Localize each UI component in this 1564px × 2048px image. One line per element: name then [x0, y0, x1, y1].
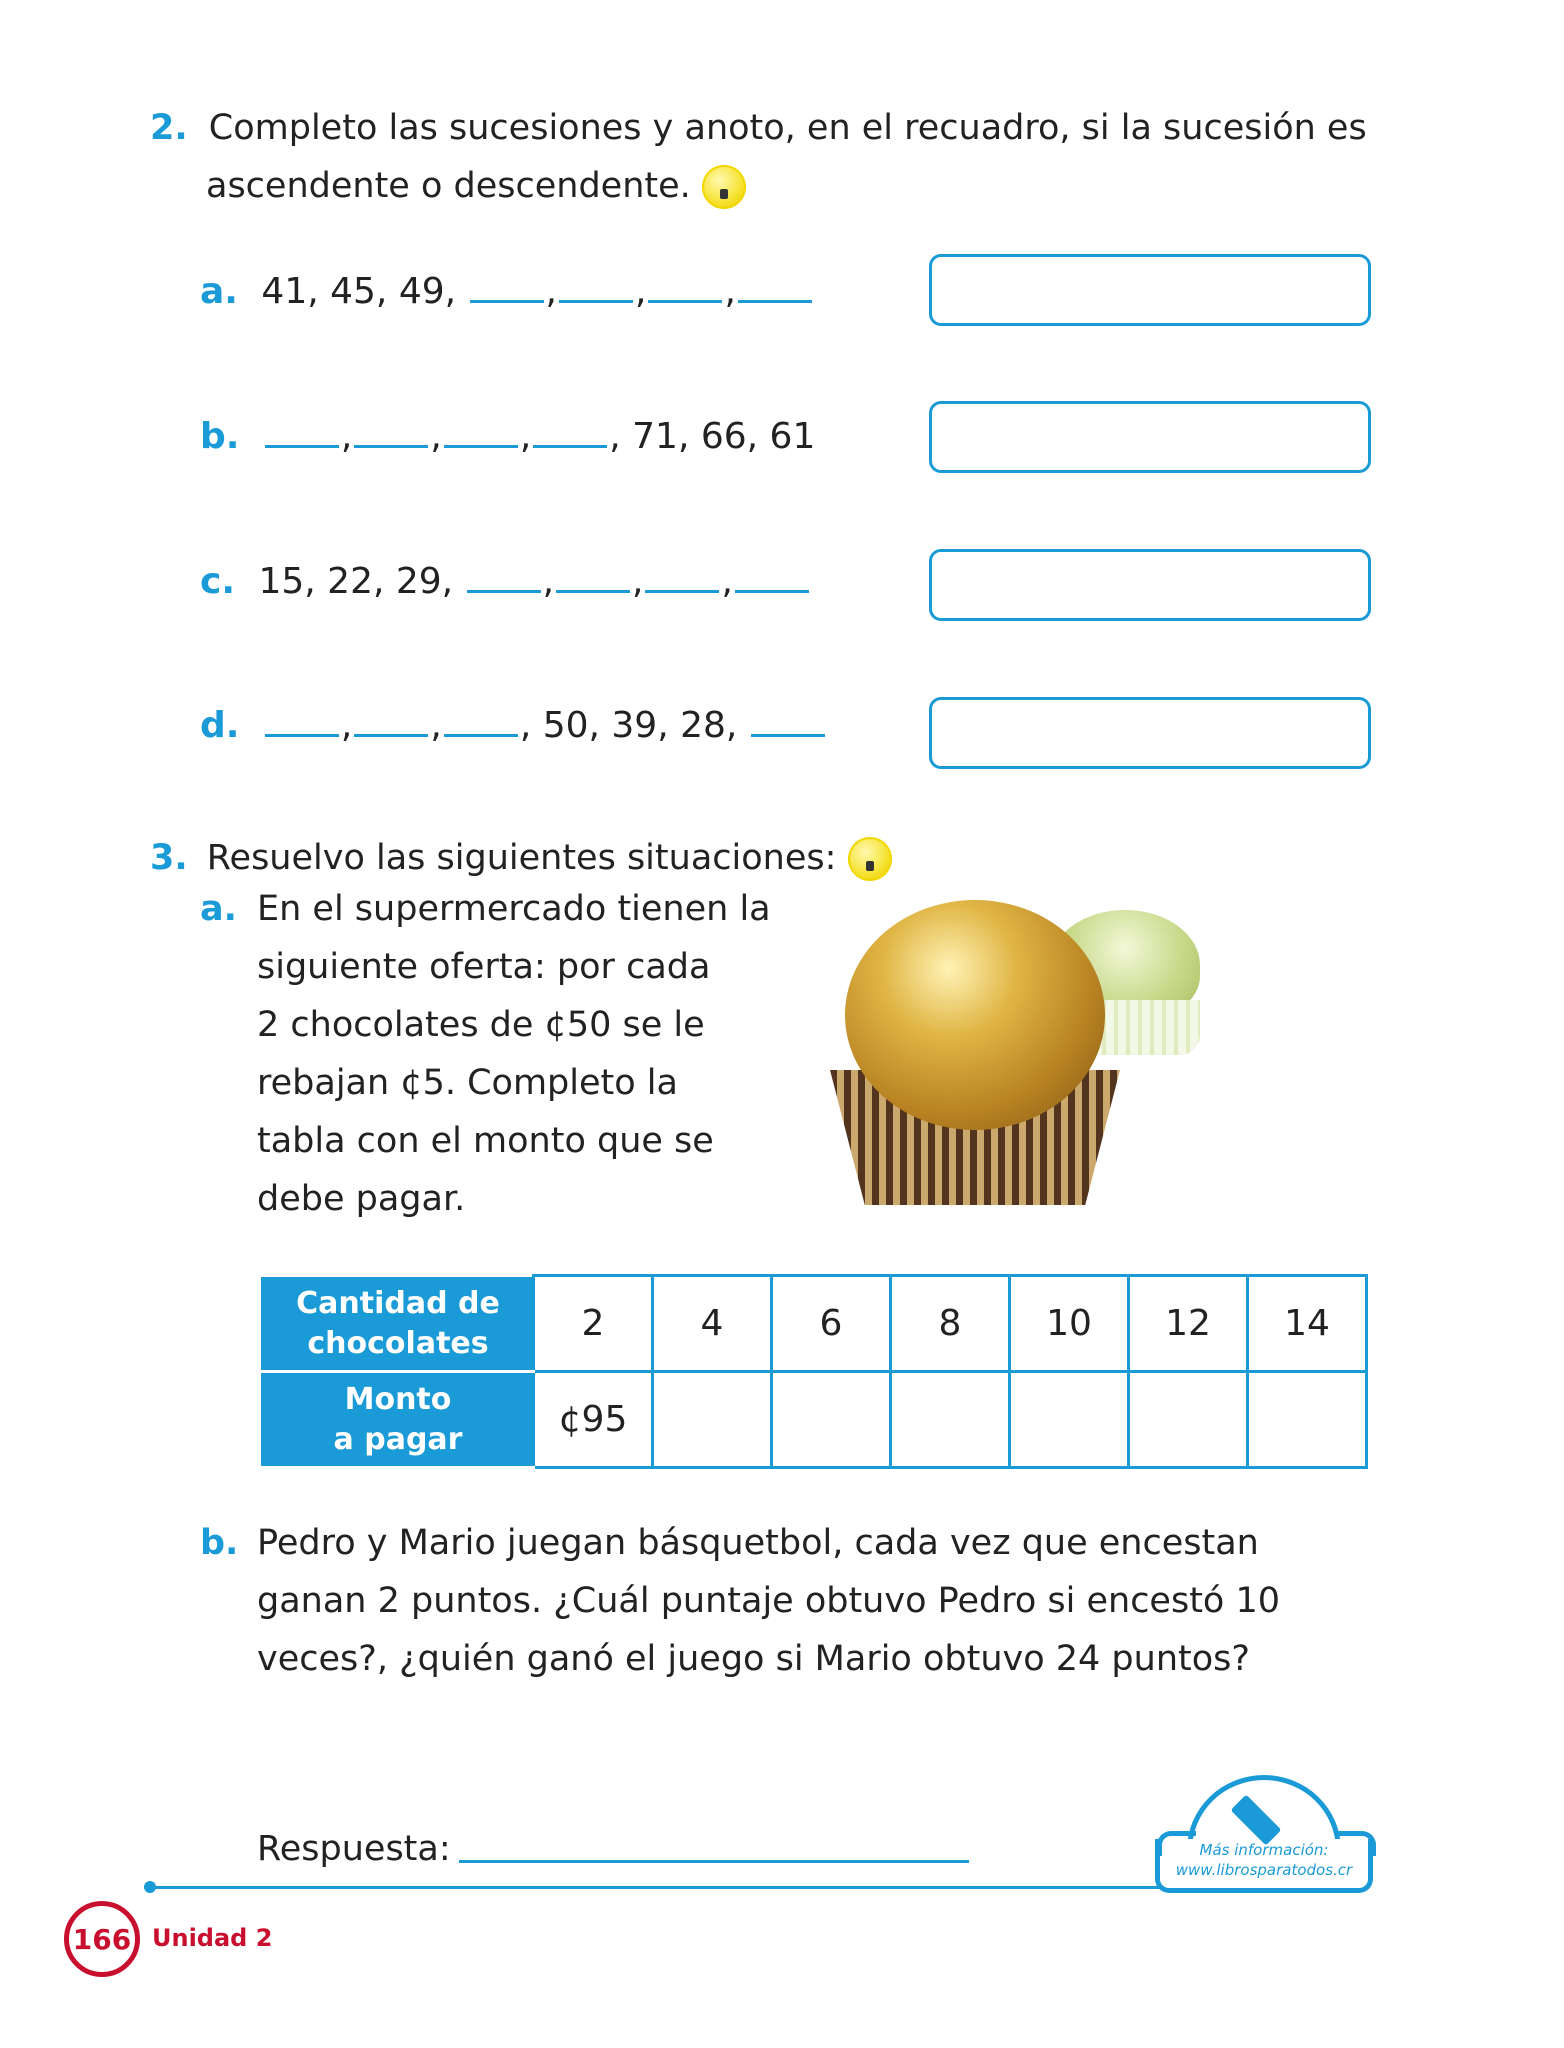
sequence-given: 15, 22, 29,: [258, 561, 454, 602]
table-cell: 14: [1248, 1276, 1367, 1372]
q2-number: 2.: [150, 108, 188, 148]
text-line: debe pagar.: [257, 1179, 466, 1219]
sequence-c: c. 15, 22, 29, , , ,: [200, 553, 811, 611]
answer-blank[interactable]: [354, 445, 428, 448]
page-number-badge: [64, 1901, 140, 1977]
answer-blank[interactable]: [444, 734, 518, 737]
row-header-amount: Monto a pagar: [263, 1372, 534, 1468]
answer-blank[interactable]: [265, 445, 339, 448]
table-cell: 10: [1010, 1276, 1129, 1372]
answer-blank[interactable]: [648, 300, 722, 303]
table-row: [263, 1276, 1367, 1372]
table-cell: ¢95: [534, 1372, 653, 1468]
chocolate-image: [800, 880, 1250, 1220]
more-info-badge[interactable]: [1155, 1775, 1373, 1895]
answer-blank[interactable]: [645, 590, 719, 593]
answer-blank[interactable]: [470, 300, 544, 303]
sequence-given: , 71, 66, 61: [609, 416, 816, 457]
item-letter: d.: [200, 705, 240, 746]
answer-line[interactable]: [459, 1860, 969, 1863]
answer-blank[interactable]: [444, 445, 518, 448]
sequence-given: 41, 45, 49,: [261, 271, 457, 312]
text-line: siguiente oferta: por cada: [257, 947, 711, 987]
chocolate-price-table: [261, 1274, 1368, 1469]
table-cell-input[interactable]: [1010, 1372, 1129, 1468]
text-line: Pedro y Mario juegan básquetbol, cada vez que encestan: [257, 1523, 1259, 1563]
answer-label: Respuesta:: [257, 1829, 451, 1869]
website-link[interactable]: www.librosparatodos.cr: [1175, 1861, 1353, 1879]
table-cell: 4: [653, 1276, 772, 1372]
table-cell-input[interactable]: [772, 1372, 891, 1468]
answer-blank[interactable]: [467, 590, 541, 593]
table-cell: 6: [772, 1276, 891, 1372]
answer-blank[interactable]: [265, 734, 339, 737]
lightbulb-icon: [848, 837, 892, 881]
answer-blank[interactable]: [751, 734, 825, 737]
item-letter: c.: [200, 561, 236, 602]
text-line: 2 chocolates de ¢50 se le: [257, 1005, 705, 1045]
item-letter: b.: [200, 416, 240, 457]
q3-heading: [150, 829, 892, 887]
table-cell-input[interactable]: [653, 1372, 772, 1468]
text-line: veces?, ¿quién ganó el juego si Mario obtuvo 24 puntos?: [257, 1639, 1250, 1679]
answer-box-a[interactable]: [929, 254, 1371, 326]
page-number: 166: [72, 1922, 132, 1956]
row-header-quantity: Cantidad de chocolates: [263, 1276, 534, 1372]
answer-box-c[interactable]: [929, 549, 1371, 621]
answer-blank[interactable]: [735, 590, 809, 593]
item-letter: b.: [200, 1523, 239, 1563]
table-cell-input[interactable]: [1129, 1372, 1248, 1468]
lightbulb-icon: [702, 165, 746, 209]
sequence-b: b. , , , , 71, 66, 61: [200, 416, 816, 457]
q2-line2: ascendente o descendente.: [206, 166, 691, 206]
answer-blank[interactable]: [533, 445, 607, 448]
unit-label: Unidad 2: [152, 1924, 273, 1952]
text-line: ganan 2 puntos. ¿Cuál puntaje obtuvo Pedro si encestó 10: [257, 1581, 1280, 1621]
q3-title: Resuelvo las siguientes situaciones:: [206, 838, 837, 878]
q3-number: 3.: [150, 838, 188, 878]
sequence-a: a. 41, 45, 49, , , ,: [200, 263, 814, 321]
q3a-text: [257, 880, 771, 1228]
text-line: rebajan ¢5. Completo la: [257, 1063, 678, 1103]
text-line: En el supermercado tienen la: [257, 889, 771, 929]
sequence-d: d. , , , 50, 39, 28,: [200, 697, 827, 755]
footer-divider: [150, 1886, 1160, 1889]
item-letter: a.: [200, 889, 237, 929]
answer-blank[interactable]: [556, 590, 630, 593]
q2-heading: [150, 99, 1367, 157]
q3b-text: [257, 1514, 1280, 1688]
answer-blank[interactable]: [354, 734, 428, 737]
table-cell-input[interactable]: [1248, 1372, 1367, 1468]
answer-box-d[interactable]: [929, 697, 1371, 769]
table-row: [263, 1372, 1367, 1468]
answer-box-b[interactable]: [929, 401, 1371, 473]
table-cell-input[interactable]: [891, 1372, 1010, 1468]
answer-blank[interactable]: [738, 300, 812, 303]
sequence-given: , 50, 39, 28,: [519, 705, 738, 746]
table-cell: 2: [534, 1276, 653, 1372]
item-letter: a.: [200, 271, 238, 312]
answer-blank[interactable]: [559, 300, 633, 303]
q2-line1: Completo las sucesiones y anoto, en el recuadro, si la sucesión es: [208, 108, 1367, 148]
more-info-label: Más información:: [1199, 1841, 1329, 1859]
table-cell: 12: [1129, 1276, 1248, 1372]
q2-line2-wrap: [206, 157, 746, 215]
table-cell: 8: [891, 1276, 1010, 1372]
text-line: tabla con el monto que se: [257, 1121, 714, 1161]
